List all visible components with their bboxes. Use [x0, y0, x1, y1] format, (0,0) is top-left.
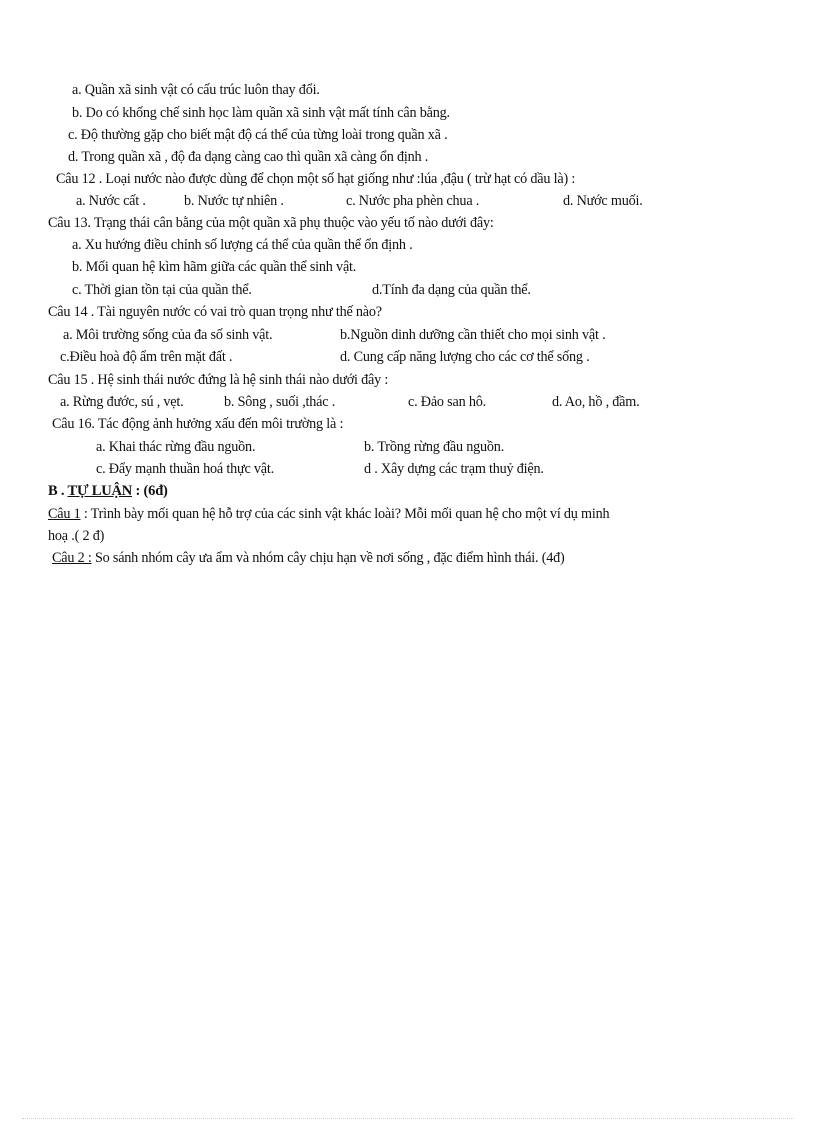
q16-option-c: c. Đẩy mạnh thuần hoá thực vật. — [96, 461, 274, 477]
section-b-points: : (6đ) — [132, 483, 168, 499]
q13-option-a: a. Xu hướng điều chỉnh số lượng cá thể của quần thể ổn định . — [72, 237, 413, 253]
q15-option-c: c. Đảo san hô. — [408, 394, 486, 410]
q12-option-c: c. Nước pha phèn chua . — [346, 193, 480, 209]
q15-option-d: d. Ao, hồ , đầm. — [552, 394, 640, 410]
essay-q1-label: Câu 1 — [48, 506, 81, 522]
essay-q1 — [48, 505, 609, 523]
q11-option-c: c. Độ thường gặp cho biết mật độ cá thể của từng loài trong quần xã . — [68, 127, 448, 143]
essay-q2 — [52, 549, 565, 567]
q16-option-a: a. Khai thác rừng đầu nguồn. — [96, 439, 256, 455]
q11-option-b: b. Do có khống chế sinh học làm quần xã sinh vật mất tính cân bằng. — [72, 105, 450, 121]
q16-option-b: b. Trồng rừng đầu nguồn. — [364, 439, 505, 455]
q14-option-d: d. Cung cấp năng lượng cho các cơ thể sống . — [340, 349, 590, 365]
q15-stem: Câu 15 . Hệ sinh thái nước đứng là hệ sinh thái nào dưới đây : — [48, 372, 389, 388]
essay-q2-label: Câu 2 : — [52, 550, 92, 566]
q16-option-d: d . Xây dựng các trạm thuỷ điện. — [364, 461, 544, 477]
essay-q1-text: : Trình bày mối quan hệ hỗ trợ của các sinh vật khác loài? Mỗi mối quan hệ cho một ví dụ minh — [80, 506, 610, 522]
section-b-letter: B . — [48, 483, 68, 499]
q12-option-b: b. Nước tự nhiên . — [184, 193, 284, 209]
q15-option-a: a. Rừng đước, sú , vẹt. — [60, 394, 184, 410]
q12-option-a: a. Nước cất . — [76, 193, 146, 209]
section-b-title: TỰ LUẬN — [67, 483, 133, 499]
q12-option-d: d. Nước muối. — [563, 193, 643, 209]
essay-q2-text: So sánh nhóm cây ưa ẩm và nhóm cây chịu hạn về nơi sống , đặc điểm hình thái. (4đ) — [91, 550, 565, 566]
q11-option-d: d. Trong quần xã , độ đa dạng càng cao thì quần xã càng ổn định . — [68, 149, 429, 165]
q14-stem: Câu 14 . Tài nguyên nước có vai trò quan trọng như thế nào? — [48, 304, 382, 320]
q12-stem: Câu 12 . Loại nước nào được dùng để chọn một số hạt giống như :lúa ,đậu ( trừ hạt có dầu là) : — [56, 171, 576, 187]
q13-option-b: b. Mối quan hệ kìm hãm giữa các quần thể sinh vật. — [72, 259, 357, 275]
q13-option-d: d.Tính đa dạng của quần thể. — [372, 282, 531, 298]
page-bottom-divider — [22, 1118, 794, 1119]
q14-option-b: b.Nguồn dinh dưỡng cần thiết cho mọi sinh vật . — [340, 327, 606, 343]
q11-option-a: a. Quần xã sinh vật có cấu trúc luôn thay đổi. — [72, 82, 320, 98]
section-b-heading — [48, 482, 168, 500]
essay-q1-continuation: hoạ .( 2 đ) — [48, 528, 105, 544]
q13-option-c: c. Thời gian tồn tại của quần thể. — [72, 282, 252, 298]
q15-option-b: b. Sông , suối ,thác . — [224, 394, 336, 410]
q13-stem: Câu 13. Trạng thái cân bằng của một quần xã phụ thuộc vào yếu tố nào dưới đây: — [48, 215, 494, 231]
q16-stem: Câu 16. Tác động ảnh hưởng xấu đến môi trường là : — [52, 416, 344, 432]
q14-option-c: c.Điều hoà độ ẩm trên mặt đất . — [60, 349, 233, 365]
q14-option-a: a. Môi trường sống của đa số sinh vật. — [63, 327, 273, 343]
